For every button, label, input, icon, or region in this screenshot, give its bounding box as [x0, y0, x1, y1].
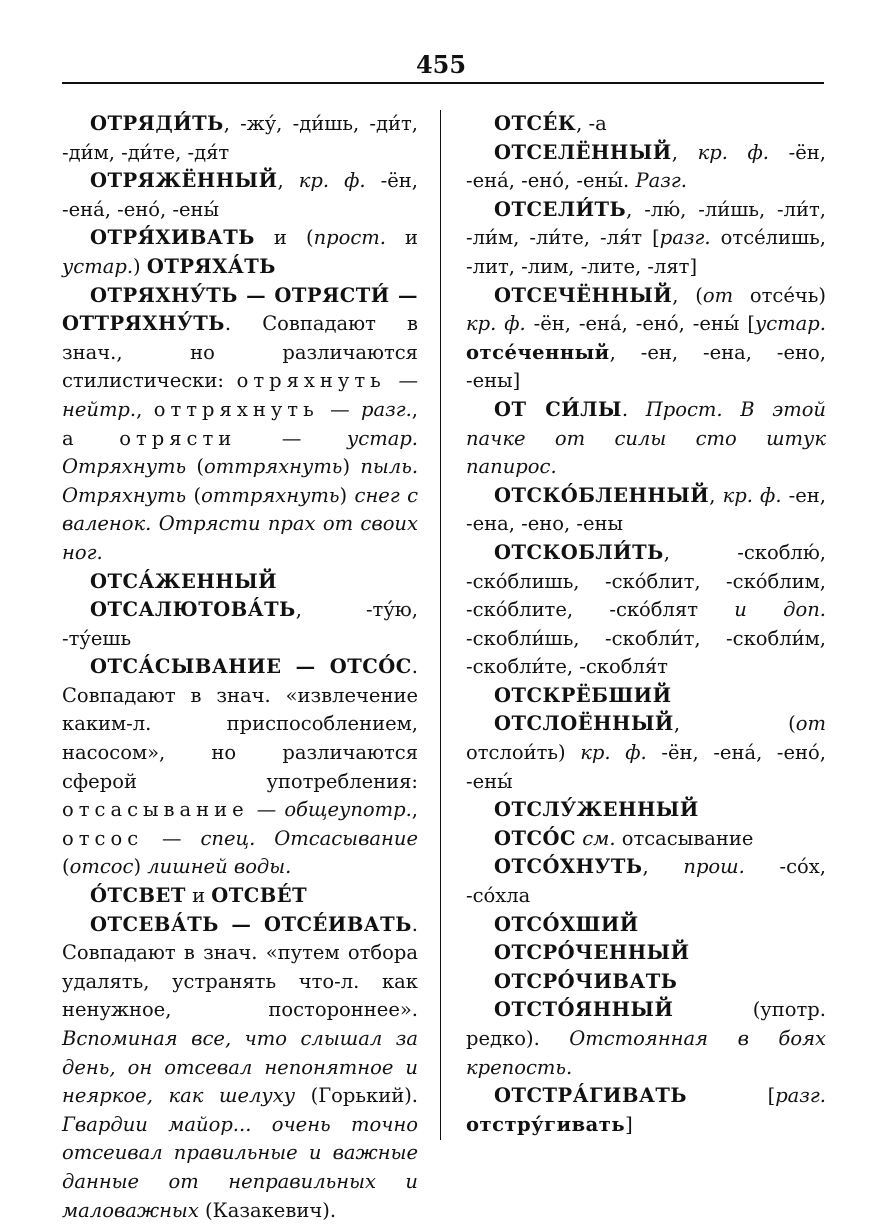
dictionary-entry — [62, 653, 418, 882]
headword: ОТСКРЁБШИЙ — [494, 683, 672, 707]
entry-text: (Горький). — [295, 1084, 419, 1108]
headword: ОТСА́ЖЕННЫЙ — [90, 569, 278, 593]
entry-text: отсасывание — [615, 826, 754, 850]
entry-text: (Казакевич). — [198, 1198, 337, 1222]
dictionary-entry — [62, 282, 418, 568]
dictionary-entry — [62, 224, 418, 281]
entry-text: отсе́чь) — [733, 283, 826, 307]
italic-text: от — [702, 283, 734, 307]
entry-text: — — [236, 426, 347, 450]
headword: ОТСО́С — [494, 826, 577, 850]
italic-text: см. — [582, 826, 616, 850]
entry-text: , а — [62, 397, 418, 450]
dictionary-entry — [466, 825, 826, 854]
italic-text: Вспоминая все, что слышал за день, он отсевал непонятное и неяркое, как шелуху — [62, 1027, 418, 1108]
headword: ОТСО́ХШИЙ — [494, 912, 639, 936]
italic-text: кр. ф. — [580, 741, 647, 765]
entry-text: -ен, -ена, -ено, -ены — [466, 483, 826, 536]
dictionary-entry — [62, 882, 418, 911]
dictionary-entry — [62, 110, 418, 167]
italic-text: Отстоянная в боях крепость. — [466, 1027, 826, 1079]
italic-text: спец. Отсасывание — [200, 826, 418, 850]
entry-text: , -ту́ю, -ту́ешь — [62, 598, 418, 650]
dictionary-entry — [466, 710, 826, 796]
dictionary-entry — [466, 939, 826, 968]
italic-text: от — [795, 712, 826, 736]
headword: ОТСЛОЁННЫЙ — [494, 712, 674, 736]
italic-text: Прост. В этой пачке от силы сто штук папирос. — [466, 397, 826, 479]
headword: О́ТСВЕТ — [90, 884, 186, 908]
entry-text: -скобли́шь, -скобли́т, -скобли́м, -скобли́те, -скобля́т — [466, 626, 826, 679]
headword: ОТСЛУ́ЖЕННЫЙ — [494, 798, 699, 822]
entry-text: ) — [339, 483, 355, 507]
entry-text: -ён, -ена́, -ено́, -ены́. — [466, 140, 826, 193]
dictionary-entry — [466, 139, 826, 196]
entry-text: — — [385, 369, 418, 393]
entry-text: -со́х, -со́хла — [466, 855, 826, 908]
headword: ОТСВЕ́Т — [211, 884, 308, 908]
entry-text: , — [642, 855, 684, 879]
italic-text: устар. — [62, 254, 134, 278]
entry-text: . Совпадают в знач. «путем отбора удалять, устранять что-л. как ненужное, постороннее». — [62, 912, 418, 1022]
headword: ОТ СИ́ЛЫ — [494, 397, 622, 421]
right-column — [466, 110, 826, 1139]
italic-text: кр. ф. — [466, 312, 526, 336]
dictionary-entry — [466, 396, 826, 482]
italic-text: устар. — [754, 312, 826, 336]
entry-text: -ён, -ена́, -ено́, -ены́ [ — [525, 312, 755, 336]
dictionary-entry — [466, 682, 826, 711]
headword: ОТРЯХНУ́ТЬ — ОТРЯСТИ́ — ОТТРЯХНУ́ТЬ — [62, 283, 418, 336]
headword: ОТРЯДИ́ТЬ — [90, 112, 224, 135]
dictionary-entry — [466, 796, 826, 825]
entry-text: ] — [625, 1112, 633, 1136]
entry-text: , ( — [673, 712, 796, 736]
entry-text: (употр. редко). — [466, 998, 826, 1050]
dictionary-entry — [466, 196, 826, 282]
headword: ОТСЕ́К — [494, 112, 577, 135]
dictionary-entry — [62, 568, 418, 597]
italic-text: оттряхнуть — [204, 455, 343, 479]
dictionary-entry — [466, 1082, 826, 1139]
entry-text: [ — [686, 1084, 776, 1108]
dictionary-entry — [466, 968, 826, 997]
entry-text: , -лю́, -ли́шь, -ли́т, -ли́м, -ли́те, -ля́т [ — [466, 197, 826, 250]
entry-text: , ( — [672, 283, 703, 307]
entry-text: , — [671, 140, 698, 164]
entry-text: , — [277, 169, 299, 193]
entry-text: отрясти — [119, 426, 237, 450]
entry-text: ) — [133, 254, 147, 278]
italic-text: снег с валенок. Отрясти прах от своих ног. — [62, 483, 418, 564]
entry-text: и — [185, 884, 212, 908]
entry-text: , -ен, -ена, -ено, -ены] — [466, 340, 826, 393]
entry-text: отсе́лишь, -лит, -лим, -лите, -лят] — [466, 226, 826, 278]
dictionary-entry — [466, 996, 826, 1082]
headword: ОТСЕЧЁННЫЙ — [494, 283, 673, 307]
headword: ОТСЕЛЁННЫЙ — [494, 140, 672, 164]
entry-text: -ён, -ена́, -ено́, -ены́ — [466, 741, 826, 793]
headword: ОТСО́ХНУТЬ — [494, 855, 643, 879]
headword: ОТСТРА́ГИВАТЬ — [494, 1084, 687, 1108]
entry-text: , — [136, 397, 154, 421]
entry-text: -ён, -ена́, -ено́, -ены́ — [62, 169, 418, 221]
italic-text: общеупотр. — [284, 798, 412, 822]
headword: ОТРЯЖЁННЫЙ — [90, 169, 278, 193]
entry-text: , -скоблю́, -ско́блишь, -ско́блит, -ско́блим, -ско́блите, -ско́блят — [466, 540, 826, 622]
entry-text: отсос — [62, 826, 144, 850]
headword: отсе́ченный — [466, 340, 610, 364]
entry-text: , -а — [576, 112, 607, 135]
headword: ОТСЕВА́ТЬ — ОТСЕ́ИВАТЬ — [90, 912, 412, 936]
italic-text: разг. — [775, 1084, 826, 1108]
italic-text: Разг. — [635, 169, 687, 193]
dictionary-entry — [62, 167, 418, 224]
headword: ОТСА́СЫВАНИЕ — ОТСО́С — [90, 655, 412, 679]
dictionary-entry — [62, 911, 418, 1225]
entry-text: ) — [342, 455, 361, 479]
entry-text: . Совпадают в знач., но различаются стилистически: — [62, 312, 418, 393]
entry-text: — — [318, 397, 361, 421]
italic-text: кр. ф. — [697, 140, 770, 164]
column-divider — [440, 110, 441, 1140]
italic-text: устар. Отряхнуть — [62, 426, 418, 479]
entry-text: , -жу́, -ди́шь, -ди́т, -ди́м, -ди́те, -дя́т — [62, 112, 418, 164]
headword: ОТСРО́ЧЕННЫЙ — [494, 941, 690, 965]
headword: ОТСРО́ЧИВАТЬ — [494, 969, 678, 993]
headword: ОТСЕЛИ́ТЬ — [494, 197, 627, 221]
headword: ОТСКО́БЛЕННЫЙ — [494, 483, 710, 507]
dictionary-entry — [466, 911, 826, 940]
entry-text: — — [248, 798, 285, 822]
entry-text: . Совпадают в знач. «извлечение каким-л. приспособлением, насосом», но различаются сферой употребления: — [62, 655, 418, 793]
italic-text: прош. — [683, 855, 745, 879]
entry-text: отряхнуть — [236, 369, 386, 393]
dictionary-entry — [62, 596, 418, 653]
italic-text: кр. ф. — [298, 169, 366, 193]
italic-text: оттряхнуть — [201, 483, 340, 507]
headword: ОТСАЛЮТОВА́ТЬ — [90, 598, 296, 622]
italic-text: прост. — [313, 226, 386, 250]
entry-text: отсасывание — [62, 798, 249, 822]
dictionary-entry — [466, 282, 826, 396]
entry-text: — — [143, 826, 201, 850]
entry-text: , — [709, 483, 723, 507]
headword: ОТСКОБЛИ́ТЬ — [494, 540, 664, 564]
headword: отстру́гивать — [466, 1112, 626, 1136]
entry-text: отслои́ть) — [466, 741, 581, 765]
italic-text: разг. — [360, 397, 412, 421]
entry-text: и ( — [254, 226, 314, 250]
italic-text: нейтр. — [62, 397, 137, 421]
entry-text: , — [411, 798, 418, 822]
italic-text: кр. ф. — [722, 483, 782, 507]
header-rule — [62, 82, 824, 84]
italic-text: разг. — [659, 226, 711, 250]
headword: ОТРЯХА́ТЬ — [146, 254, 276, 278]
italic-text: и доп. — [734, 598, 826, 622]
entry-text: ) — [133, 855, 148, 879]
italic-text: отсос — [69, 855, 134, 879]
italic-text: Гвардии майор... очень точно отсеивал правильные и важные данные от неправильных и маловажных — [62, 1112, 418, 1222]
headword: ОТРЯ́ХИВАТЬ — [90, 226, 255, 250]
italic-text: пыль. Отряхнуть — [62, 455, 419, 507]
entry-text: и — [385, 226, 418, 250]
left-column — [62, 110, 418, 1225]
dictionary-entry — [466, 853, 826, 910]
dictionary-entry — [466, 110, 826, 139]
page-number: 455 — [415, 50, 467, 79]
entry-text: оттряхнуть — [153, 397, 319, 421]
entry-text: . — [621, 397, 646, 421]
headword: ОТСТО́ЯННЫЙ — [494, 998, 674, 1022]
entry-text: ( — [62, 855, 70, 879]
dictionary-entry — [466, 482, 826, 539]
entry-text: ( — [186, 483, 202, 507]
entry-text: ( — [186, 455, 205, 479]
dictionary-entry — [466, 539, 826, 682]
italic-text: лишней воды. — [147, 855, 292, 879]
